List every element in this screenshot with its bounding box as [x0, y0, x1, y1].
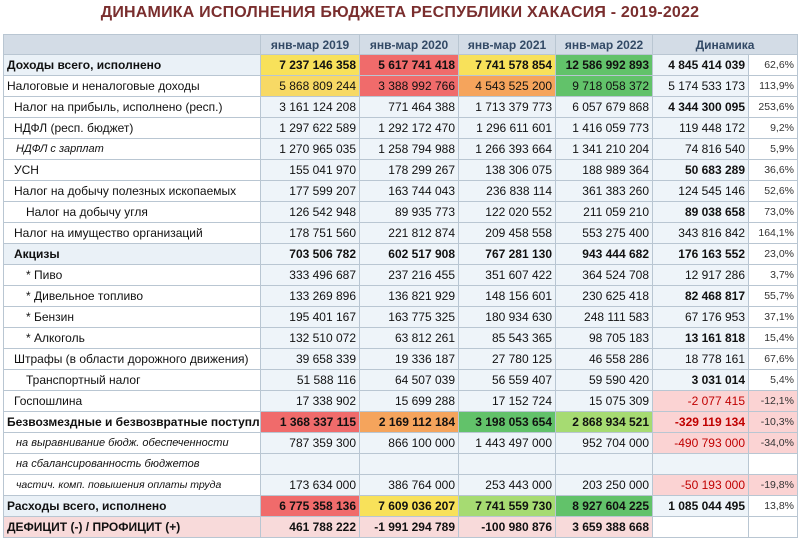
- table-row: [4, 454, 798, 475]
- cell-2021: 85 543 365: [459, 328, 556, 349]
- cell-2020: 163 744 043: [360, 181, 459, 202]
- cell-2020: 89 935 773: [360, 202, 459, 223]
- cell-2019: 132 510 072: [261, 328, 360, 349]
- row-label: * Пиво: [4, 265, 261, 286]
- cell-2022: 364 524 708: [556, 265, 653, 286]
- table-row: [4, 139, 798, 160]
- cell-dynamics: 119 448 172: [653, 118, 749, 139]
- table-row: [4, 517, 798, 538]
- table-row: [4, 496, 798, 517]
- cell-2022: 46 558 286: [556, 349, 653, 370]
- row-label: Налог на прибыль, исполнено (респ.): [4, 97, 261, 118]
- table-row: [4, 118, 798, 139]
- cell-2020: 7 609 036 207: [360, 496, 459, 517]
- cell-2022: 248 111 583: [556, 307, 653, 328]
- cell-2021: 351 607 422: [459, 265, 556, 286]
- row-label: Расходы всего, исполнено: [4, 496, 261, 517]
- cell-dynamics: 5 174 533 173: [653, 76, 749, 97]
- cell-percent: 23,0%: [749, 244, 798, 265]
- row-label: * Дивельное топливо: [4, 286, 261, 307]
- cell-2022: 59 590 420: [556, 370, 653, 391]
- header-2019: янв-мар 2019: [261, 35, 360, 55]
- cell-percent: [749, 454, 798, 475]
- cell-2020: 3 388 992 766: [360, 76, 459, 97]
- cell-dynamics: 50 683 289: [653, 160, 749, 181]
- cell-2020: -1 991 294 789: [360, 517, 459, 538]
- cell-dynamics: 124 545 146: [653, 181, 749, 202]
- cell-2021: 17 152 724: [459, 391, 556, 412]
- cell-2022: [556, 454, 653, 475]
- cell-dynamics: 89 038 658: [653, 202, 749, 223]
- cell-2021: 1 266 393 664: [459, 139, 556, 160]
- cell-2020: 237 216 455: [360, 265, 459, 286]
- cell-2021: 180 934 630: [459, 307, 556, 328]
- cell-dynamics: -50 193 000: [653, 475, 749, 496]
- cell-2019: 461 788 222: [261, 517, 360, 538]
- cell-2019: 155 041 970: [261, 160, 360, 181]
- cell-2019: 173 634 000: [261, 475, 360, 496]
- cell-2020: 64 507 039: [360, 370, 459, 391]
- row-label: Госпошлина: [4, 391, 261, 412]
- cell-percent: 67,6%: [749, 349, 798, 370]
- cell-2022: 15 075 309: [556, 391, 653, 412]
- cell-dynamics: -329 119 134: [653, 412, 749, 433]
- cell-2021: 767 281 130: [459, 244, 556, 265]
- table-row: [4, 202, 798, 223]
- cell-2020: 136 821 929: [360, 286, 459, 307]
- row-label: * Алкоголь: [4, 328, 261, 349]
- cell-dynamics: 176 163 552: [653, 244, 749, 265]
- table-row: [4, 328, 798, 349]
- cell-2021: [459, 454, 556, 475]
- cell-2020: 1 292 172 470: [360, 118, 459, 139]
- row-label: Налог на добычу полезных ископаемых: [4, 181, 261, 202]
- cell-dynamics: 4 845 414 039: [653, 55, 749, 76]
- cell-2022: 12 586 992 893: [556, 55, 653, 76]
- row-label: Доходы всего, исполнено: [4, 55, 261, 76]
- cell-2022: 553 275 400: [556, 223, 653, 244]
- cell-2020: 866 100 000: [360, 433, 459, 454]
- cell-2019: 178 751 560: [261, 223, 360, 244]
- cell-2020: 5 617 741 418: [360, 55, 459, 76]
- cell-percent: -10,3%: [749, 412, 798, 433]
- cell-percent: 164,1%: [749, 223, 798, 244]
- cell-percent: -12,1%: [749, 391, 798, 412]
- header-blank: [4, 35, 261, 55]
- cell-2019: 1 297 622 589: [261, 118, 360, 139]
- cell-percent: [749, 517, 798, 538]
- header-2020: янв-мар 2020: [360, 35, 459, 55]
- header-2022: янв-мар 2022: [556, 35, 653, 55]
- cell-percent: 13,8%: [749, 496, 798, 517]
- cell-2021: 236 838 114: [459, 181, 556, 202]
- table-row: [4, 286, 798, 307]
- cell-2022: 1 416 059 773: [556, 118, 653, 139]
- cell-2022: 188 989 364: [556, 160, 653, 181]
- cell-2022: 211 059 210: [556, 202, 653, 223]
- table-header-row: [4, 35, 798, 55]
- cell-dynamics: 82 468 817: [653, 286, 749, 307]
- row-label: НДФЛ с зарплат: [4, 139, 261, 160]
- cell-2022: 3 659 388 668: [556, 517, 653, 538]
- budget-table: [3, 34, 798, 538]
- cell-2021: 7 741 559 730: [459, 496, 556, 517]
- cell-2019: 1 270 965 035: [261, 139, 360, 160]
- cell-dynamics: -490 793 000: [653, 433, 749, 454]
- cell-2019: 333 496 687: [261, 265, 360, 286]
- table-row: [4, 181, 798, 202]
- cell-dynamics: 67 176 953: [653, 307, 749, 328]
- cell-2020: 221 812 874: [360, 223, 459, 244]
- header-2021: янв-мар 2021: [459, 35, 556, 55]
- row-label: Акцизы: [4, 244, 261, 265]
- table-row: [4, 55, 798, 76]
- cell-percent: 5,9%: [749, 139, 798, 160]
- cell-percent: 15,4%: [749, 328, 798, 349]
- row-label: Налог на имущество организаций: [4, 223, 261, 244]
- cell-2019: 787 359 300: [261, 433, 360, 454]
- cell-percent: 73,0%: [749, 202, 798, 223]
- table-row: [4, 223, 798, 244]
- cell-2022: 952 704 000: [556, 433, 653, 454]
- cell-2022: 943 444 682: [556, 244, 653, 265]
- row-label: на выравнивание бюдж. обеспеченности: [4, 433, 261, 454]
- row-label: НДФЛ (респ. бюджет): [4, 118, 261, 139]
- cell-2019: 195 401 167: [261, 307, 360, 328]
- cell-2022: 9 718 058 372: [556, 76, 653, 97]
- cell-dynamics: 343 816 842: [653, 223, 749, 244]
- table-row: [4, 391, 798, 412]
- cell-2022: 8 927 604 225: [556, 496, 653, 517]
- cell-percent: 3,7%: [749, 265, 798, 286]
- row-label: ДЕФИЦИТ (-) / ПРОФИЦИТ (+): [4, 517, 261, 538]
- cell-2019: 1 368 337 115: [261, 412, 360, 433]
- row-label: * Бензин: [4, 307, 261, 328]
- row-label: Транспортный налог: [4, 370, 261, 391]
- cell-2020: 63 812 261: [360, 328, 459, 349]
- cell-2021: 1 296 611 601: [459, 118, 556, 139]
- cell-2019: 126 542 948: [261, 202, 360, 223]
- row-label: на сбалансированность бюджетов: [4, 454, 261, 475]
- cell-2021: 1 713 379 773: [459, 97, 556, 118]
- cell-2021: 27 780 125: [459, 349, 556, 370]
- table-row: [4, 307, 798, 328]
- cell-2022: 230 625 418: [556, 286, 653, 307]
- cell-dynamics: [653, 454, 749, 475]
- table-row: [4, 412, 798, 433]
- cell-2019: 51 588 116: [261, 370, 360, 391]
- cell-2020: 19 336 187: [360, 349, 459, 370]
- table-row: [4, 475, 798, 496]
- cell-2019: 17 338 902: [261, 391, 360, 412]
- row-label: УСН: [4, 160, 261, 181]
- row-label: Безвозмездные и безвозвратные поступл: [4, 412, 261, 433]
- cell-2021: 209 458 558: [459, 223, 556, 244]
- cell-2020: 163 775 325: [360, 307, 459, 328]
- cell-dynamics: 18 778 161: [653, 349, 749, 370]
- cell-2019: 5 868 809 244: [261, 76, 360, 97]
- cell-percent: 55,7%: [749, 286, 798, 307]
- cell-2022: 361 383 260: [556, 181, 653, 202]
- cell-2019: [261, 454, 360, 475]
- cell-percent: 36,6%: [749, 160, 798, 181]
- cell-percent: 52,6%: [749, 181, 798, 202]
- page-title: ДИНАМИКА ИСПОЛНЕНИЯ БЮДЖЕТА РЕСПУБЛИКИ ХАКАСИЯ - 2019-2022: [100, 4, 700, 21]
- cell-2019: 7 237 146 358: [261, 55, 360, 76]
- cell-2020: 602 517 908: [360, 244, 459, 265]
- cell-dynamics: 13 161 818: [653, 328, 749, 349]
- cell-2021: 148 156 601: [459, 286, 556, 307]
- cell-dynamics: -2 077 415: [653, 391, 749, 412]
- cell-dynamics: 12 917 286: [653, 265, 749, 286]
- cell-dynamics: 74 816 540: [653, 139, 749, 160]
- cell-2021: 138 306 075: [459, 160, 556, 181]
- cell-2020: 2 169 112 184: [360, 412, 459, 433]
- row-label: Налоговые и неналоговые доходы: [4, 76, 261, 97]
- cell-2019: 133 269 896: [261, 286, 360, 307]
- cell-2021: 56 559 407: [459, 370, 556, 391]
- table-row: [4, 160, 798, 181]
- cell-2019: 177 599 207: [261, 181, 360, 202]
- cell-2022: 1 341 210 204: [556, 139, 653, 160]
- cell-2022: 98 705 183: [556, 328, 653, 349]
- cell-percent: -34,0%: [749, 433, 798, 454]
- cell-2022: 203 250 000: [556, 475, 653, 496]
- cell-2022: 2 868 934 521: [556, 412, 653, 433]
- cell-2020: [360, 454, 459, 475]
- cell-percent: -19,8%: [749, 475, 798, 496]
- cell-2019: 3 161 124 208: [261, 97, 360, 118]
- cell-2020: 771 464 388: [360, 97, 459, 118]
- cell-2019: 6 775 358 136: [261, 496, 360, 517]
- table-row: [4, 433, 798, 454]
- cell-percent: 9,2%: [749, 118, 798, 139]
- cell-percent: 5,4%: [749, 370, 798, 391]
- row-label: частич. комп. повышения оплаты труда: [4, 475, 261, 496]
- cell-dynamics: [653, 517, 749, 538]
- cell-percent: 253,6%: [749, 97, 798, 118]
- row-label: Штрафы (в области дорожного движения): [4, 349, 261, 370]
- row-label: Налог на добычу угля: [4, 202, 261, 223]
- cell-2020: 1 258 794 988: [360, 139, 459, 160]
- cell-2021: 4 543 525 200: [459, 76, 556, 97]
- cell-2020: 178 299 267: [360, 160, 459, 181]
- table-row: [4, 97, 798, 118]
- table-row: [4, 76, 798, 97]
- cell-dynamics: 4 344 300 095: [653, 97, 749, 118]
- table-row: [4, 244, 798, 265]
- cell-2021: 1 443 497 000: [459, 433, 556, 454]
- table-row: [4, 349, 798, 370]
- cell-2021: 3 198 053 654: [459, 412, 556, 433]
- cell-percent: 37,1%: [749, 307, 798, 328]
- cell-percent: 113,9%: [749, 76, 798, 97]
- cell-2020: 386 764 000: [360, 475, 459, 496]
- cell-2021: -100 980 876: [459, 517, 556, 538]
- cell-2019: 703 506 782: [261, 244, 360, 265]
- cell-2022: 6 057 679 868: [556, 97, 653, 118]
- header-dynamics: Динамика: [653, 35, 798, 55]
- cell-2021: 253 443 000: [459, 475, 556, 496]
- cell-2021: 122 020 552: [459, 202, 556, 223]
- cell-dynamics: 3 031 014: [653, 370, 749, 391]
- table-row: [4, 370, 798, 391]
- table-row: [4, 265, 798, 286]
- cell-2021: 7 741 578 854: [459, 55, 556, 76]
- cell-dynamics: 1 085 044 495: [653, 496, 749, 517]
- cell-2019: 39 658 339: [261, 349, 360, 370]
- cell-2020: 15 699 288: [360, 391, 459, 412]
- cell-percent: 62,6%: [749, 55, 798, 76]
